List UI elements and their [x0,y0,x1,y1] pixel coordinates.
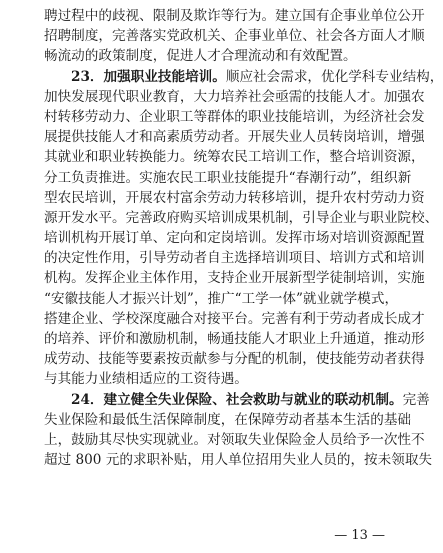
text-line: 搭建企业、学校深度融合对接平台。完善有利于劳动者成长成才 [44,310,425,327]
paragraph-talent-flow [44,6,425,67]
text-run: 完善 [402,391,430,408]
text-line: 的培养、评价和激励机制，畅通技能人才职业上升通道，推动形 [44,331,425,347]
paragraph-unemployment-linkage [44,390,433,471]
text-line: 与其能力业绩相适应的工资待遇。 [44,371,248,388]
text-line: 源开发水平。完善政府购买培训成果机制，引导企业与职业院校、 [44,209,439,226]
text-line: 招聘制度，完善落实党政机关、企事业单位、社会各方面人才顺 [44,28,425,45]
text-line: 村转移劳动力、企业职工等群体的职业技能培训，为经济社会发 [44,108,425,125]
text-line: 机构。发挥企业主体作用，支持企业开展新型学徒制培训，实施 [44,270,425,287]
text-line [44,67,443,87]
text-line: 失业保险和最低生活保障制度，在保障劳动者基本生活的基础 [44,411,412,428]
text-line: 培训机构开展订单、定向和定岗培训。发挥市场对培训资源配置 [44,230,425,247]
text-line: 其就业和职业转换能力。统筹农民工培训工作，整合培训资源， [44,149,425,166]
text-line: 畅流动的政策制度，促进人才合理流动和有效配置。 [44,48,357,65]
text-line: 聘过程中的歧视、限制及欺诈等行为。建立国有企事业单位公开 [44,8,425,24]
text-line: 超过 800 元的求职补贴，用人单位招用失业人员的，按未领取失 [44,452,433,469]
text-line [44,390,430,410]
body-text [44,6,443,470]
text-line: 分工负责推进。实施农民工职业技能提升“春潮行动”，组织新 [44,169,412,186]
text-run: 顺应社会需求，优化学科专业结构， [225,68,443,85]
section-heading-23: 23．加强职业技能培训。 [71,68,226,85]
text-line: 成劳动、技能等要素按贡献参与分配的机制，使技能劳动者获得 [44,351,425,368]
text-line: 上，鼓励其尽快实现就业。对领取失业保险金人员给予一次性不 [44,431,425,448]
text-line: 型农民培训，开展农村富余劳动力转移培训，提升农村劳动力资 [44,189,425,206]
paragraph-skills-training [44,67,443,390]
page-number: — 13 — [334,528,385,543]
section-heading-24: 24．建立健全失业保险、社会救助与就业的联动机制。 [71,391,403,408]
text-line: “安徽技能人才振兴计划”，推广“工学一体”就业就学模式， [44,290,399,307]
text-line: 展提供技能人才和高素质劳动者。开展失业人员转岗培训，增强 [44,129,425,146]
text-line: 的决定性作用，引导劳动者自主选择培训项目、培训方式和培训 [44,250,425,267]
text-line: 加快发展现代职业教育，大力培养社会亟需的技能人才。加强农 [44,88,425,105]
